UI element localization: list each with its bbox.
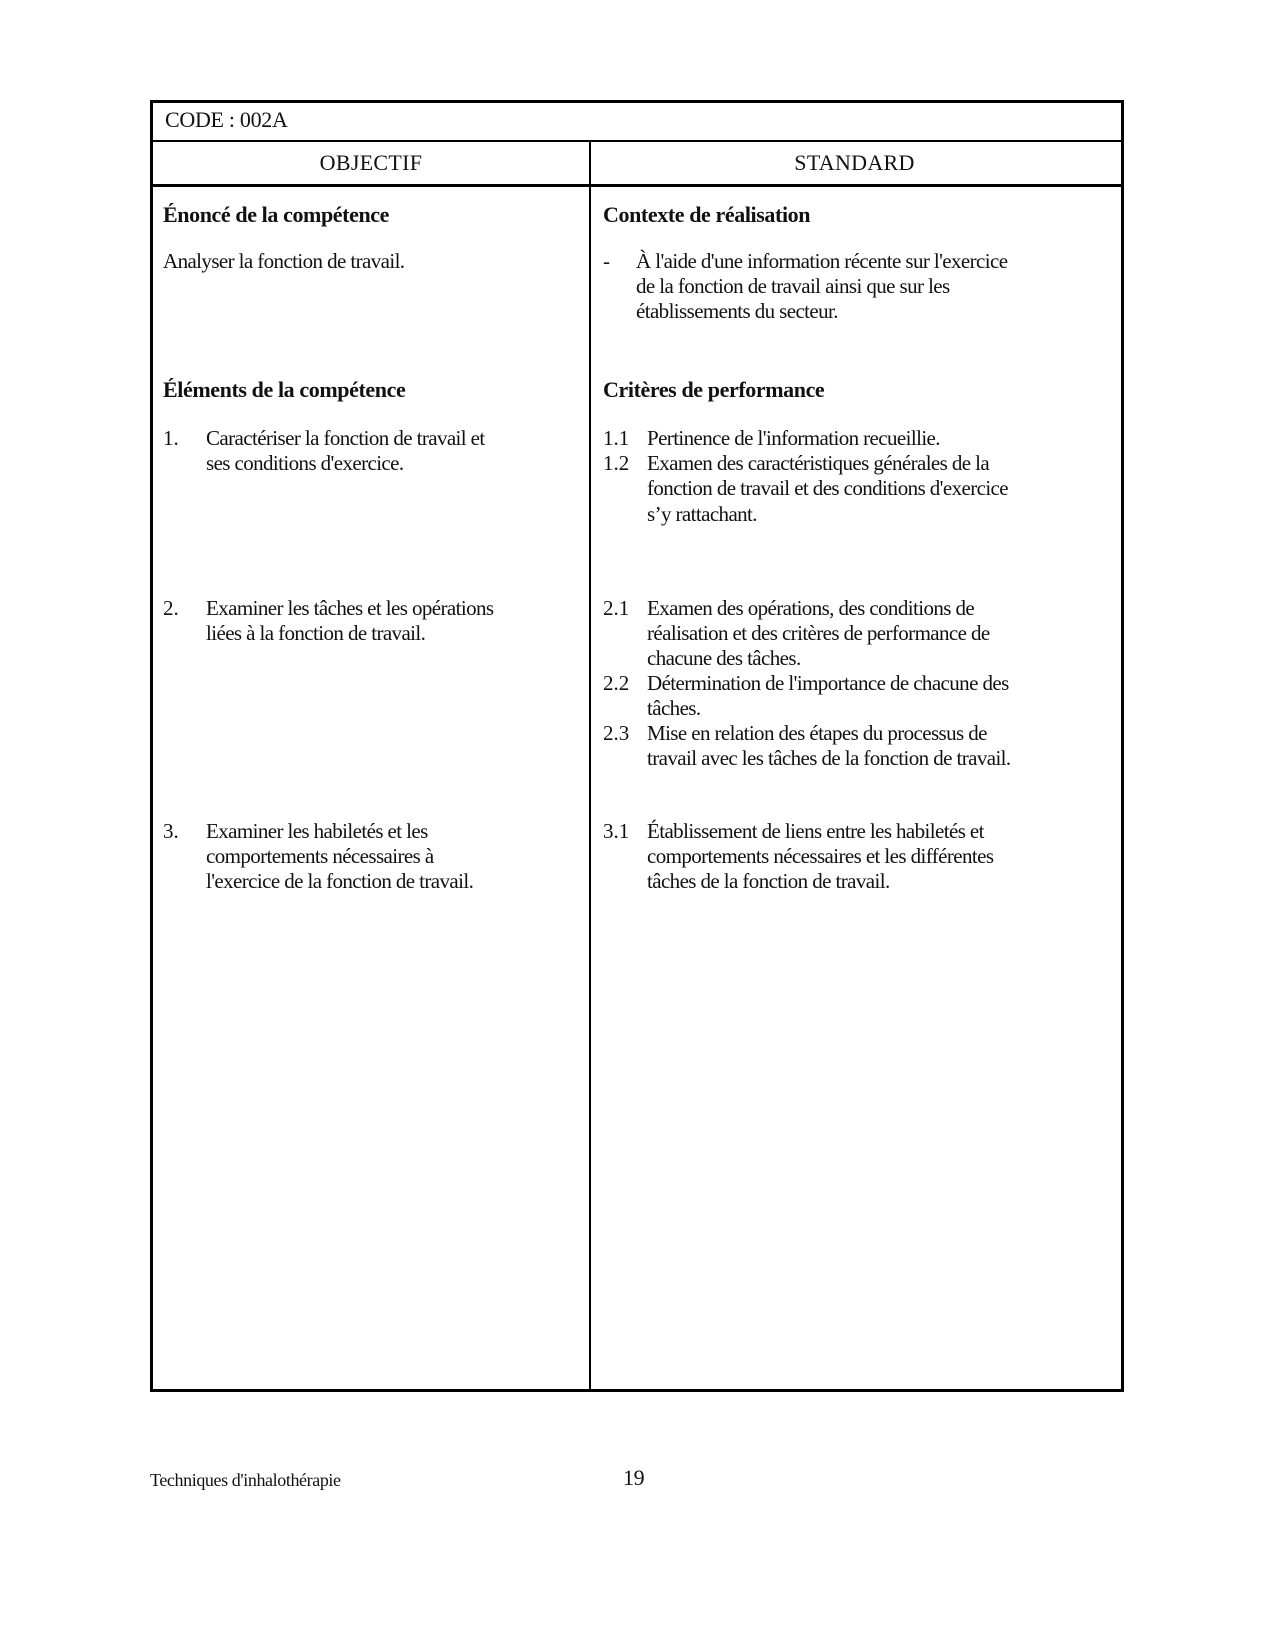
header-objectif: OBJECTIF bbox=[319, 150, 423, 175]
enonce-text: Analyser la fonction de travail. bbox=[163, 249, 405, 273]
critere-line: réalisation et des critères de performance de bbox=[647, 621, 990, 645]
critere-line: tâches. bbox=[647, 696, 701, 720]
critere-number: 2.1 bbox=[603, 596, 630, 620]
element-line: comportements nécessaires à bbox=[206, 844, 434, 868]
element-line: Examiner les habiletés et les bbox=[206, 819, 428, 843]
critere-line: chacune des tâches. bbox=[647, 646, 801, 670]
element-line: l'exercice de la fonction de travail. bbox=[206, 869, 474, 893]
critere-number: 1.1 bbox=[603, 426, 630, 450]
page-number: 19 bbox=[623, 1465, 645, 1490]
critere-line: travail avec les tâches de la fonction de travail. bbox=[647, 746, 1011, 770]
contexte-line: À l'aide d'une information récente sur l'exercice bbox=[636, 249, 1008, 273]
code-row bbox=[153, 103, 1121, 142]
contexte-line: établissements du secteur. bbox=[636, 299, 838, 323]
critere-line: Pertinence de l'information recueillie. bbox=[647, 426, 940, 450]
elements-title: Éléments de la compétence bbox=[163, 377, 406, 402]
header-row bbox=[153, 142, 1121, 187]
element-line: Caractériser la fonction de travail et bbox=[206, 426, 485, 450]
enonce-title: Énoncé de la compétence bbox=[163, 202, 390, 227]
critere-line: Mise en relation des étapes du processus de bbox=[647, 721, 987, 745]
critere-line: Examen des caractéristiques générales de la bbox=[647, 451, 990, 475]
contexte-line: de la fonction de travail ainsi que sur les bbox=[636, 274, 950, 298]
element-number: 2. bbox=[163, 596, 179, 620]
header-standard: STANDARD bbox=[794, 150, 915, 175]
footer-title: Techniques d'inhalothérapie bbox=[150, 1470, 341, 1490]
critere-line: s’y rattachant. bbox=[647, 502, 757, 526]
element-line: ses conditions d'exercice. bbox=[206, 451, 404, 475]
contexte-bullet: - bbox=[603, 249, 610, 273]
critere-line: comportements nécessaires et les différentes bbox=[647, 844, 994, 868]
critere-number: 3.1 bbox=[603, 819, 630, 843]
criteres-title: Critères de performance bbox=[603, 377, 825, 402]
element-number: 3. bbox=[163, 819, 179, 843]
code-label: CODE : 002A bbox=[165, 107, 288, 132]
element-line: liées à la fonction de travail. bbox=[206, 621, 426, 645]
critere-line: Établissement de liens entre les habiletés et bbox=[647, 819, 984, 843]
column-divider bbox=[589, 142, 591, 1389]
contexte-title: Contexte de réalisation bbox=[603, 202, 811, 227]
critere-number: 2.2 bbox=[603, 671, 630, 695]
critere-line: tâches de la fonction de travail. bbox=[647, 869, 890, 893]
element-line: Examiner les tâches et les opérations bbox=[206, 596, 494, 620]
critere-line: Examen des opérations, des conditions de bbox=[647, 596, 975, 620]
critere-line: Détermination de l'importance de chacune des bbox=[647, 671, 1009, 695]
critere-number: 1.2 bbox=[603, 451, 630, 475]
element-number: 1. bbox=[163, 426, 179, 450]
critere-line: fonction de travail et des conditions d'exercice bbox=[647, 476, 1009, 500]
critere-number: 2.3 bbox=[603, 721, 630, 745]
